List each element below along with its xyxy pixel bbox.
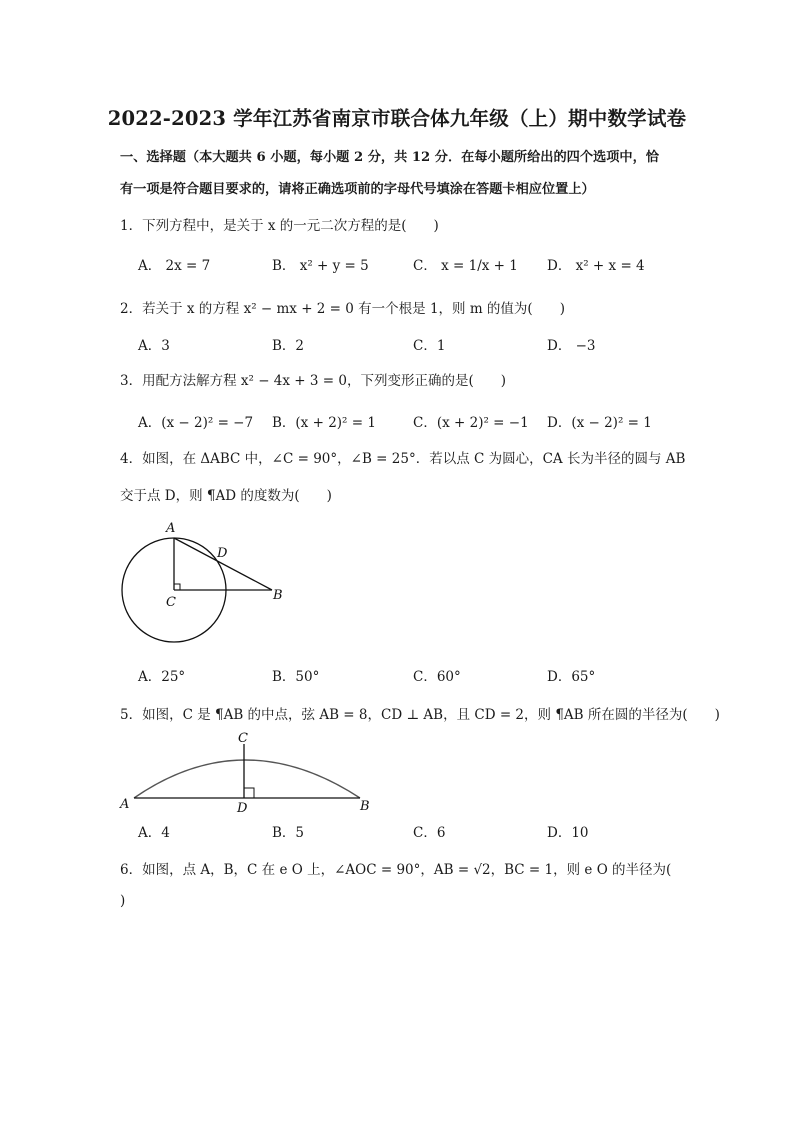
- right-angle-mark-c: [174, 584, 180, 590]
- label-a: A: [166, 521, 176, 536]
- question-3-option-a[interactable]: A．(x − 2)² = −7: [138, 415, 254, 431]
- question-5-stem: 5．如图，C 是 ¶AB 的中点，弦 AB = 8，CD ⊥ AB，且 CD = 2，则 ¶AB 所在圆的半径为( ): [120, 707, 720, 723]
- label-b: B: [273, 588, 283, 603]
- question-1-option-d[interactable]: D． x² + x = 4: [547, 258, 645, 274]
- question-5-option-b[interactable]: B．5: [272, 825, 305, 841]
- page-title: 2022-2023 学年江苏省南京市联合体九年级（上）期中数学试卷: [107, 107, 687, 130]
- question-4-option-d[interactable]: D．65°: [547, 669, 596, 685]
- question-2-option-d[interactable]: D． −3: [547, 338, 596, 354]
- label-d: D: [217, 546, 228, 561]
- question-5-option-c[interactable]: C．6: [413, 825, 446, 841]
- question-2-option-a[interactable]: A．3: [138, 338, 170, 354]
- label-c: C: [166, 595, 176, 610]
- question-1-option-b[interactable]: B． x² + y = 5: [272, 258, 369, 274]
- question-5-figure: [112, 728, 382, 820]
- question-1-stem: 1．下列方程中，是关于 x 的一元二次方程的是( ): [120, 218, 439, 234]
- label-b: B: [360, 799, 370, 814]
- question-4-figure: [112, 515, 302, 655]
- question-4-stem-continued: 交于点 D，则 ¶AD 的度数为( ): [120, 488, 332, 504]
- right-angle-mark-d: [244, 788, 254, 798]
- question-3-option-b[interactable]: B．(x + 2)² = 1: [272, 415, 376, 431]
- question-2-option-b[interactable]: B．2: [272, 338, 305, 354]
- arc-ab: [134, 760, 360, 798]
- question-4-stem: 4．如图，在 ΔABC 中，∠C = 90°，∠B = 25°．若以点 C 为圆心，CA 长为半径的圆与 AB: [120, 451, 686, 467]
- label-c: C: [238, 731, 248, 746]
- question-3-option-c[interactable]: C．(x + 2)² = −1: [413, 415, 529, 431]
- label-a: A: [120, 797, 130, 812]
- question-5-option-d[interactable]: D．10: [547, 825, 589, 841]
- section-instructions-line2: 有一项是符合题目要求的，请将正确选项前的字母代号填涂在答题卡相应位置上）: [120, 182, 595, 197]
- question-2-stem: 2．若关于 x 的方程 x² − mx + 2 = 0 有一个根是 1，则 m 的值为( ): [120, 301, 565, 317]
- section-instructions-line1: 一、选择题（本大题共 6 小题，每小题 2 分，共 12 分．在每小题所给出的四个选项中，恰: [120, 150, 659, 165]
- question-1-option-a[interactable]: A． 2x = 7: [138, 258, 211, 274]
- question-3-option-d[interactable]: D．(x − 2)² = 1: [547, 415, 652, 431]
- question-3-stem: 3．用配方法解方程 x² − 4x + 3 = 0，下列变形正确的是( ): [120, 373, 507, 389]
- question-4-option-b[interactable]: B．50°: [272, 669, 320, 685]
- question-4-option-a[interactable]: A．25°: [138, 669, 186, 685]
- question-5-option-a[interactable]: A．4: [138, 825, 170, 841]
- question-2-option-c[interactable]: C．1: [413, 338, 446, 354]
- question-4-option-c[interactable]: C．60°: [413, 669, 461, 685]
- question-6-stem-continued: ): [120, 893, 126, 909]
- question-6-stem: 6．如图，点 A，B，C 在 e O 上，∠AOC = 90°，AB = √2，BC = 1，则 e O 的半径为(: [120, 862, 672, 878]
- question-1-option-c[interactable]: C． x = 1/x + 1: [413, 258, 518, 274]
- label-d: D: [237, 801, 248, 816]
